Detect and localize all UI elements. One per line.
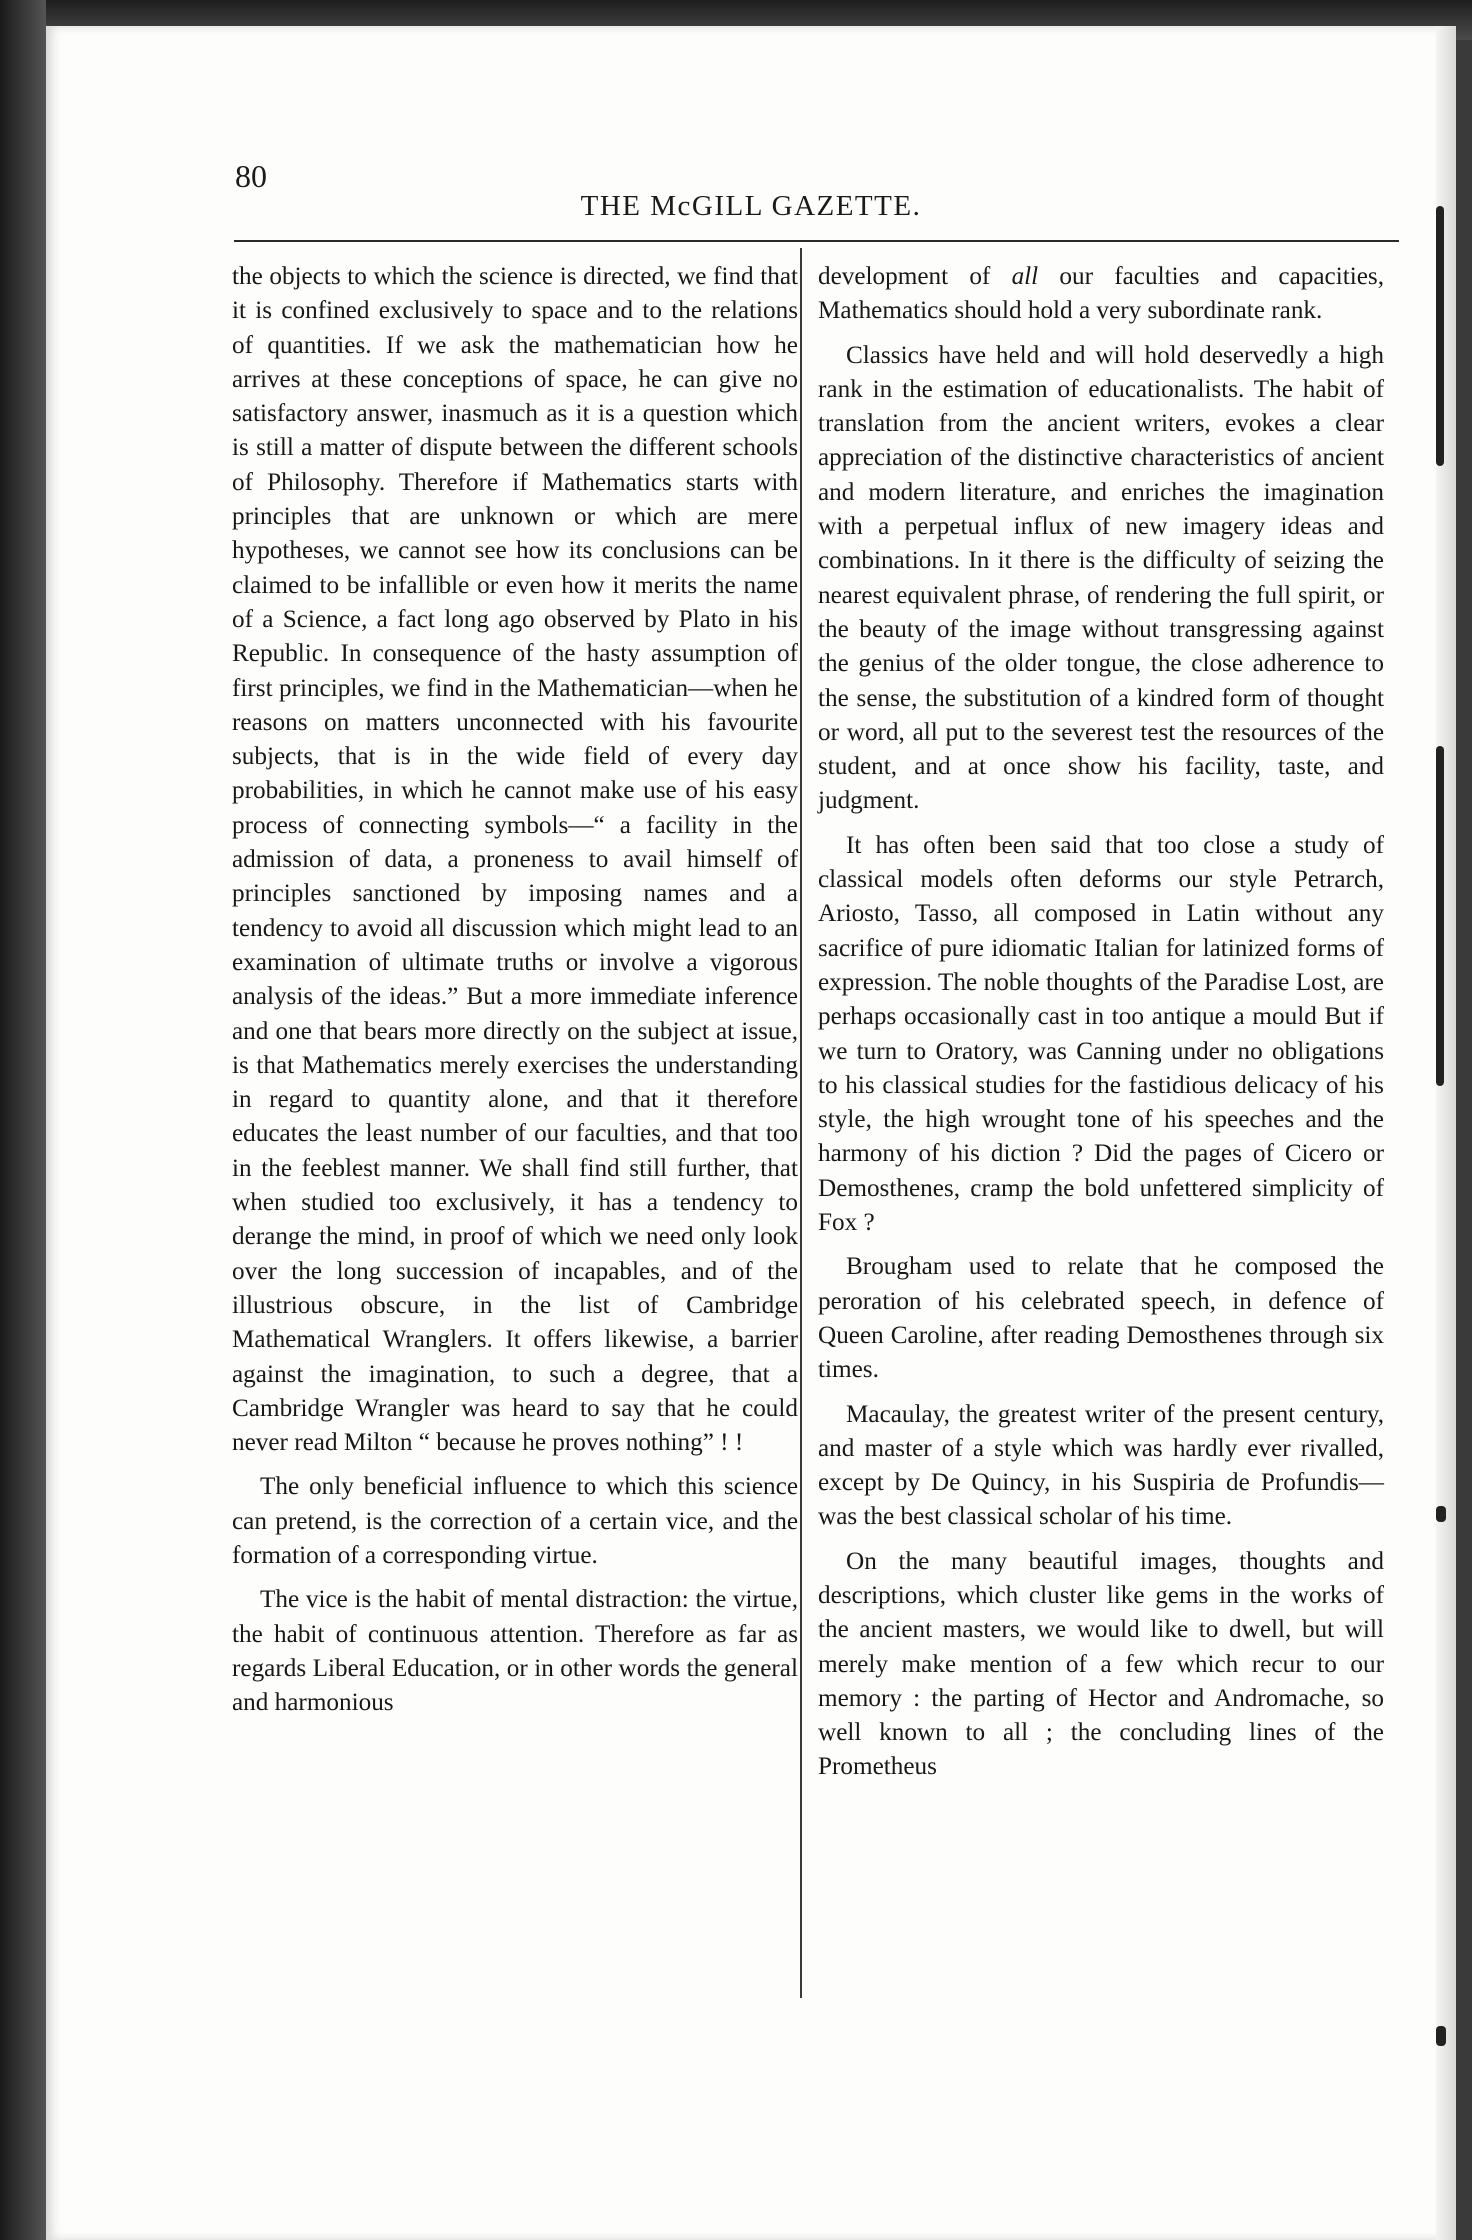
column-divider <box>800 248 802 1998</box>
left-paragraph-3: The vice is the habit of mental distraction: the virtue, the habit of continuous attention. Therefore as far as regards Liberal Education, or in other words the general and harmonious <box>232 1586 798 1717</box>
emphasis-all: all <box>1011 263 1039 290</box>
scan-border-left <box>0 0 46 2240</box>
header-rule <box>234 240 1399 242</box>
right-paragraph-3: It has often been said that too close a study of classical models often deforms our style Petrarch, Ariosto, Tasso, all composed in Latin without any sacrifice of pure idiomatic Italian for latinized forms of expression. The noble thoughts of the Paradise Lost, are perhaps occasionally cast in too antique a mould But if we turn to Oratory, was Canning under no obligations to his classical studies for the fastidious delicacy of his style, the high wrought tone of his speeches and the harmony of his diction ? Did the pages of Cicero or Demosthenes, cramp the bold unfettered simplicity of Fox ? <box>818 831 1384 1237</box>
right-column <box>818 260 1384 1795</box>
binding-mark <box>1436 206 1444 466</box>
right-paragraph-5: Macaulay, the greatest writer of the present century, and master of a style which was hardly ever rivalled, except by De Quincy, in his Suspiria de Profundis—was the best classical scholar of his time. <box>818 1400 1384 1531</box>
page-number: 80 <box>235 158 267 194</box>
right-paragraph-1 <box>818 260 1384 329</box>
right-paragraph-2: Classics have held and will hold deservedly a high rank in the estimation of educationalists. The habit of translation from the ancient writers, evokes a clear appreciation of the distinctive characteristics of ancient and modern literature, and enriches the imagination with a perpetual influx of new imagery ideas and combinations. In it there is the difficulty of seizing the nearest equivalent phrase, of rendering the full spirit, or the beauty of the image without transgressing against the genius of the older tongue, the close adherence to the sense, the substitution of a kindred form of thought or word, all put to the severest test the resources of the student, and at once show his facility, taste, and judgment. <box>818 341 1384 815</box>
left-column <box>232 260 798 1730</box>
right-paragraph-6: On the many beautiful images, thoughts and descriptions, which cluster like gems in the works of the ancient masters, we would like to dwell, but will merely make mention of a few which recur to our memory : the parting of Hector and Andromache, so well known to all ; the concluding lines of the Prometheus <box>818 1547 1384 1781</box>
left-paragraph-2: The only beneficial influence to which this science can pretend, is the correction of a certain vice, and the formation of a corresponding virtue. <box>232 1473 798 1569</box>
binding-mark <box>1436 746 1444 1086</box>
right-paragraph-1-end: our faculties and capacities, Mathematics should hold a very subordinate rank. <box>818 263 1385 325</box>
right-paragraph-4: Brougham used to relate that he composed the peroration of his celebrated speech, in defence of Queen Caroline, after reading Demosthenes through six times. <box>818 1253 1384 1384</box>
page-right-edge <box>1436 26 1456 2240</box>
right-paragraph-1-start: development of <box>818 263 1012 290</box>
binding-mark <box>1436 2026 1446 2046</box>
running-head: THE McGILL GAZETTE. <box>580 190 922 222</box>
binding-mark <box>1436 1506 1446 1522</box>
left-paragraph-1: the objects to which the science is directed, we find that it is confined exclusively to space and to the relations of quantities. If we ask the mathematician how he arrives at these conceptions of space, he can give no satisfactory answer, inasmuch as it is a question which is still a matter of dispute between the different schools of Philosophy. Therefore if Mathematics starts with principles that are unknown or which are mere hypotheses, we cannot see how its conclusions can be claimed to be infallible or even how it merits the name of a Science, a fact long ago observed by Plato in his Republic. In consequence of the hasty assumption of first principles, we find in the Mathematician—when he reasons on matters unconnected with his favourite subjects, that is in the wide field of every day probabilities, in which he cannot make use of his easy process of connecting symbols—“ a facility in the admission of data, a proneness to avail himself of principles sanctioned by imposing names and a tendency to avoid all discussion which might lead to an examination of ultimate truths or involve a vigorous analysis of the ideas.” But a more immediate inference and one that bears more directly on the subject at issue, is that Mathematics merely exercises the understanding in regard to quantity alone, and that it therefore educates the least number of our faculties, and that too in the feeblest manner. We shall find still further, that when studied too exclusively, it has a tendency to derange the mind, in proof of which we need only look over the long succession of incapables, and of the illustrious obscure, in the list of Cambridge Mathematical Wranglers. It offers likewise, a barrier against the imagination, to such a degree, that a Cambridge Wrangler was heard to say that he could never read Milton “ because he proves nothing” ! ! <box>232 263 798 1457</box>
page-sheet <box>46 26 1456 2240</box>
